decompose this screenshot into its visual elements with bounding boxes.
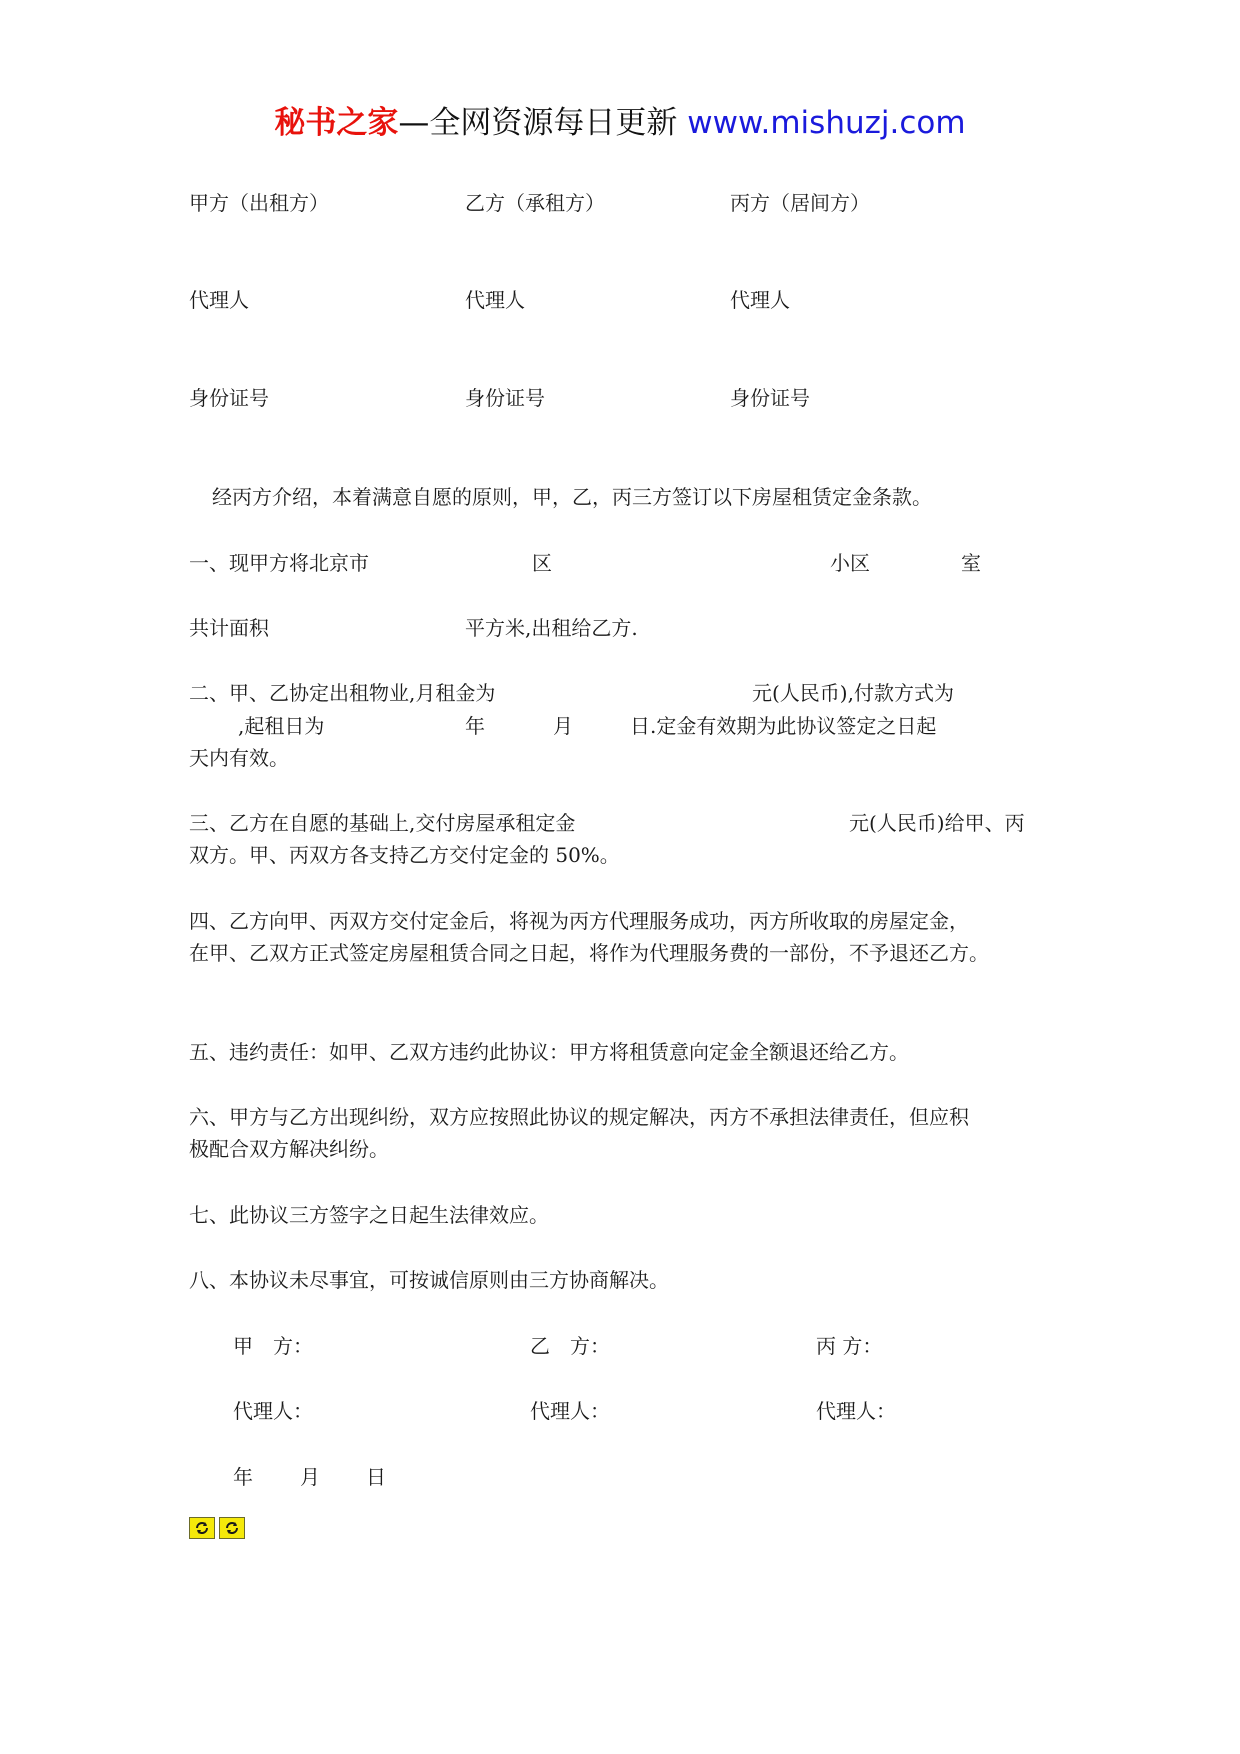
- signature-agent-a: 代理人：: [233, 1399, 313, 1423]
- clause-8: 八、本协议未尽事宜，可按诚信原则由三方协商解决。: [189, 1268, 669, 1292]
- clause-3-split: 双方。甲、丙双方各支持乙方交付定金的 50%。: [189, 843, 620, 867]
- refresh-icon[interactable]: [219, 1517, 245, 1539]
- party-b-agent-label: 代理人: [465, 288, 525, 312]
- header-brand: 秘书之家: [274, 105, 399, 141]
- clause-1-area-unit: 平方米,出租给乙方.: [465, 616, 638, 640]
- clause-2-year: 年: [465, 714, 485, 738]
- clause-2-validity: 天内有效。: [189, 746, 289, 770]
- clause-2-day: 日.定金有效期为此协议签定之日起: [630, 714, 937, 738]
- party-a-title: 甲方（出租方）: [189, 191, 329, 215]
- clause-7: 七、此协议三方签字之日起生法律效应。: [189, 1203, 549, 1227]
- site-header: [0, 103, 1240, 143]
- party-b-title: 乙方（承租方）: [465, 191, 605, 215]
- refresh-icon[interactable]: [189, 1517, 215, 1539]
- signature-agent-c: 代理人：: [816, 1399, 896, 1423]
- clause-1-room: 室: [961, 551, 981, 575]
- clause-6-line-1: 六、甲方与乙方出现纠纷，双方应按照此协议的规定解决，丙方不承担法律责任，但应积: [189, 1105, 969, 1129]
- clause-1-community: 小区: [830, 551, 870, 575]
- intro-paragraph: 经丙方介绍，本着满意自愿的原则，甲，乙，丙三方签订以下房屋租赁定金条款。: [212, 485, 932, 509]
- clause-4-line-2: 在甲、乙双方正式签定房屋租赁合同之日起，将作为代理服务费的一部份，不予退还乙方。: [189, 941, 989, 965]
- signature-agent-b: 代理人：: [530, 1399, 610, 1423]
- signature-date-year: 年: [233, 1465, 253, 1489]
- party-a-id-label: 身份证号: [189, 386, 269, 410]
- party-c-agent-label: 代理人: [730, 288, 790, 312]
- party-a-agent-label: 代理人: [189, 288, 249, 312]
- clause-4-line-1: 四、乙方向甲、丙双方交付定金后，将视为丙方代理服务成功，丙方所收取的房屋定金，: [189, 909, 969, 933]
- clause-2-month: 月: [553, 714, 573, 738]
- clause-1-text: 一、现甲方将北京市: [189, 551, 369, 575]
- clause-1-district: 区: [532, 551, 552, 575]
- icon-group: [189, 1517, 245, 1539]
- clause-3-currency: 元(人民币)给甲、丙: [849, 811, 1025, 835]
- signature-party-c: 丙 方：: [816, 1334, 883, 1358]
- clause-2-start-label: ,起租日为: [238, 714, 325, 738]
- clause-3-text: 三、乙方在自愿的基础上,交付房屋承租定金: [189, 811, 576, 835]
- clause-1-area-label: 共计面积: [189, 616, 269, 640]
- signature-date-day: 日: [366, 1465, 386, 1489]
- signature-party-a: 甲 方：: [233, 1334, 313, 1358]
- party-c-title: 丙方（居间方）: [730, 191, 870, 215]
- signature-party-b: 乙 方：: [530, 1334, 610, 1358]
- clause-6-line-2: 极配合双方解决纠纷。: [189, 1137, 389, 1161]
- header-url-link[interactable]: www.mishuzj.com: [687, 105, 966, 141]
- party-b-id-label: 身份证号: [465, 386, 545, 410]
- header-slogan: —全网资源每日更新: [398, 105, 688, 141]
- clause-5: 五、违约责任：如甲、乙双方违约此协议：甲方将租赁意向定金全额退还给乙方。: [189, 1040, 909, 1064]
- clause-2-currency: 元(人民币),付款方式为: [752, 681, 954, 705]
- party-c-id-label: 身份证号: [730, 386, 810, 410]
- signature-date-month: 月: [300, 1465, 320, 1489]
- clause-2-text: 二、甲、乙协定出租物业,月租金为: [189, 681, 496, 705]
